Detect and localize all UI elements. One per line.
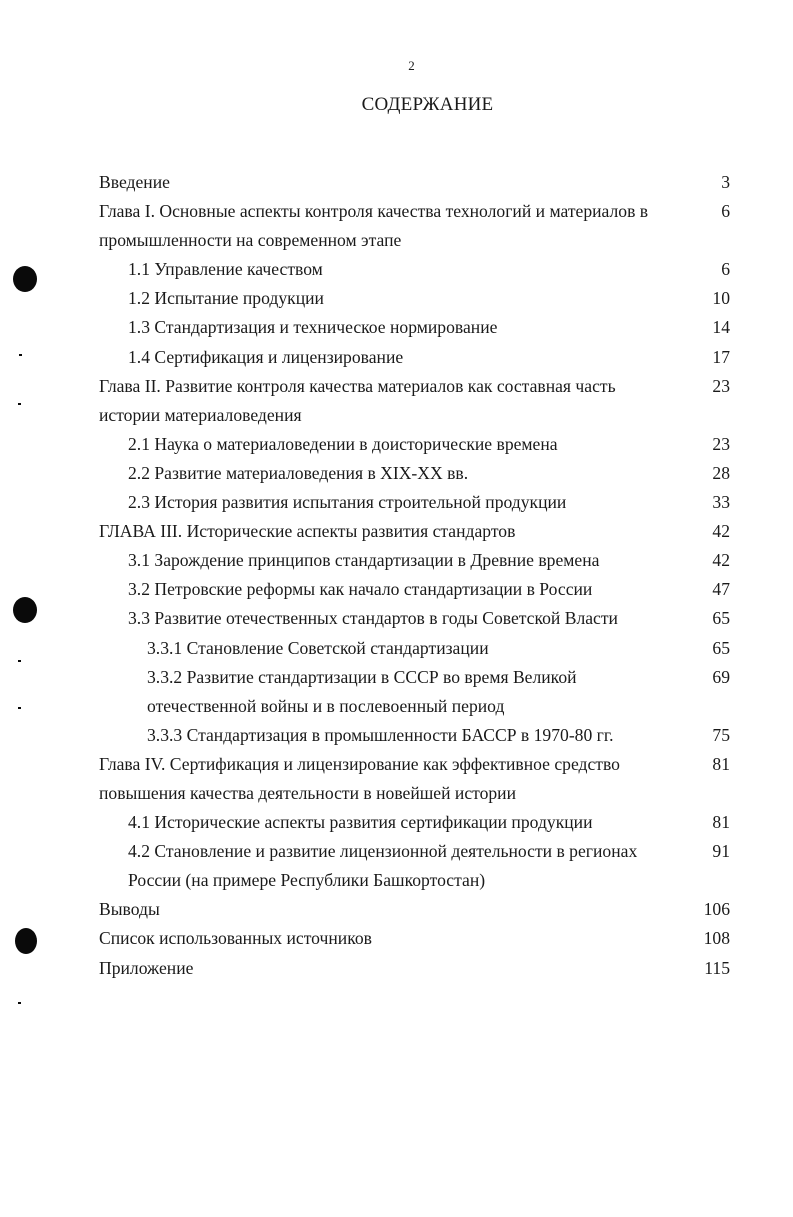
toc-entry [99, 895, 730, 924]
toc-entry-title: 3.3 Развитие отечественных стандартов в годы Советской Власти [128, 608, 618, 629]
page-title: СОДЕРЖАНИЕ [361, 94, 494, 115]
toc-entry-title: 1.3 Стандартизация и техническое нормирование [128, 317, 498, 338]
toc-entry-title: Выводы [99, 899, 160, 920]
toc-entry-page: 75 [712, 724, 730, 745]
page-number: 2 [408, 58, 415, 73]
toc-entry-page: 42 [712, 521, 730, 542]
toc-entry-page: 106 [703, 899, 730, 920]
toc-entry [99, 808, 730, 837]
toc-entry [99, 634, 730, 663]
toc-entry-title: 2.3 История развития испытания строительной продукции [128, 492, 567, 513]
toc-entry [99, 517, 730, 546]
binder-hole-mark [13, 266, 37, 292]
toc-entry-page: 14 [712, 317, 730, 338]
toc-entry-page: 65 [712, 608, 730, 629]
scan-speck [18, 707, 21, 709]
scan-speck [18, 1002, 21, 1004]
toc-entry-page: 69 [712, 666, 730, 687]
toc-entry [99, 488, 730, 517]
toc-entry [99, 954, 730, 983]
toc-entry-title: 4.1 Исторические аспекты развития сертификации продукции [128, 812, 593, 833]
toc-entry-title: Глава II. Развитие контроля качества материалов как составная часть истории материаловедения [99, 375, 616, 425]
toc-entry-page: 91 [712, 841, 730, 862]
toc-entry-page: 81 [712, 812, 730, 833]
toc-entry-page: 42 [712, 550, 730, 571]
toc-entry-title: 1.4 Сертификация и лицензирование [128, 346, 404, 367]
toc-entry-title: Введение [99, 172, 170, 192]
toc-entry-title: 3.3.2 Развитие стандартизации в СССР во время Великой отечественной войны и в послевоенный период [147, 666, 577, 716]
toc-entry-page: 65 [712, 637, 730, 658]
toc-entry [99, 546, 730, 575]
toc-entry [99, 604, 730, 633]
toc-entry [99, 168, 730, 197]
toc-entry [99, 663, 730, 721]
toc-entry-title: 1.1 Управление качеством [128, 259, 323, 280]
toc-entry-page: 3 [721, 172, 730, 192]
toc-entry [99, 284, 730, 313]
toc-entry-title: 1.2 Испытание продукции [128, 288, 324, 309]
toc-entry-title: 3.3.3 Стандартизация в промышленности БАССР в 1970-80 гг. [147, 724, 614, 745]
toc-entry-title: 3.2 Петровские реформы как начало стандартизации в России [128, 579, 593, 600]
toc-entry-page: 28 [712, 462, 730, 483]
scan-speck [18, 403, 21, 405]
table-of-contents [99, 168, 730, 983]
toc-entry-page: 23 [712, 433, 730, 454]
toc-entry-page: 17 [712, 346, 730, 367]
binder-hole-mark [13, 597, 37, 623]
toc-entry-title: Глава IV. Сертификация и лицензирование как эффективное средство повышения качества деятельности в новейшей истории [99, 753, 620, 803]
toc-entry-page: 47 [712, 579, 730, 600]
toc-entry [99, 430, 730, 459]
toc-entry-page: 6 [721, 201, 730, 222]
toc-entry [99, 750, 730, 808]
scan-speck [18, 660, 21, 662]
toc-entry-title: 2.2 Развитие материаловедения в XIX-XX вв. [128, 462, 469, 483]
toc-entry [99, 837, 730, 895]
toc-entry-title: 2.1 Наука о материаловедении в доисторические времена [128, 433, 558, 454]
toc-entry-page: 10 [712, 288, 730, 309]
toc-entry-title: 3.1 Зарождение принципов стандартизации в Древние времена [128, 550, 600, 571]
toc-entry [99, 575, 730, 604]
toc-entry [99, 924, 730, 953]
toc-entry [99, 459, 730, 488]
toc-entry-title: Глава I. Основные аспекты контроля качества технологий и материалов в промышленности на современном этапе [99, 201, 649, 251]
toc-entry-page: 81 [712, 753, 730, 774]
scan-speck [19, 354, 22, 356]
toc-entry [99, 255, 730, 284]
toc-entry-title: ГЛАВА III. Исторические аспекты развития стандартов [99, 521, 516, 542]
toc-entry-title: Приложение [99, 957, 194, 978]
toc-entry [99, 721, 730, 750]
toc-entry-title: 4.2 Становление и развитие лицензионной деятельности в регионах России (на примере Республики Башкортостан) [128, 841, 638, 891]
toc-entry [99, 197, 730, 255]
toc-entry-title: 3.3.1 Становление Советской стандартизации [147, 637, 489, 658]
toc-entry-page: 33 [712, 492, 730, 513]
toc-entry-title: Список использованных источников [99, 928, 372, 949]
toc-entry-page: 115 [704, 957, 730, 978]
toc-entry [99, 313, 730, 342]
toc-entry [99, 343, 730, 372]
toc-entry-page: 23 [712, 375, 730, 396]
binder-hole-mark [15, 928, 37, 954]
toc-entry-page: 108 [703, 928, 730, 949]
toc-entry-page: 6 [721, 259, 730, 280]
toc-entry [99, 372, 730, 430]
